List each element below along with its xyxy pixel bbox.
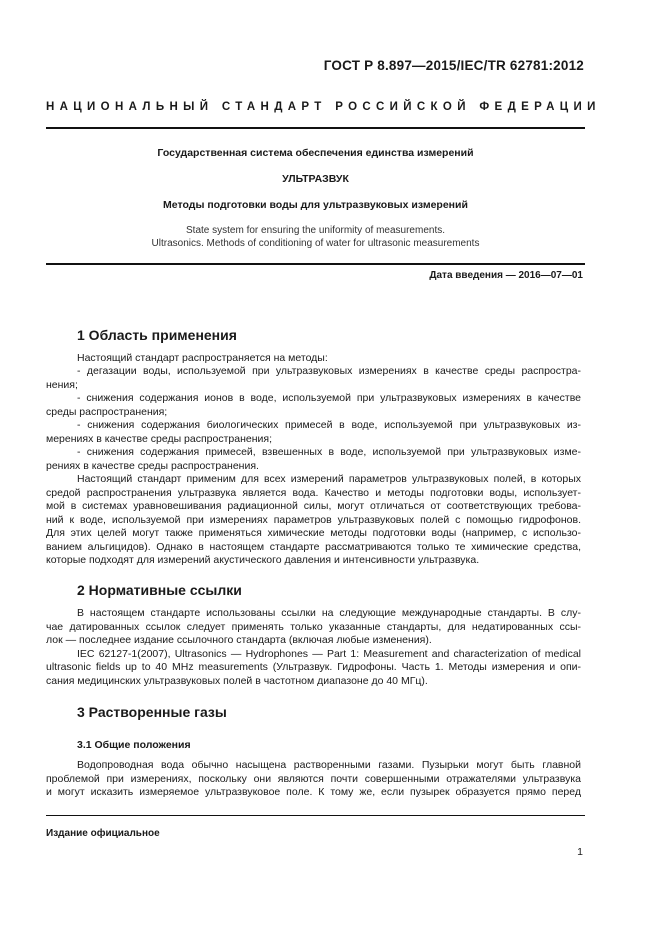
methods-title: Методы подготовки воды для ультразвуковых измерений: [163, 199, 468, 211]
paragraph-line: ванием альгицидов). Однако в настоящем стандарте рассматриваются только те химические средства,: [46, 541, 581, 553]
paragraph-line: рениях в качестве среды распространения.: [46, 460, 259, 472]
paragraph-line: Для этих целей могут также применяться химические методы подготовки воды (например, с использо-: [46, 527, 581, 539]
paragraph-line: ний к воде, используемой при измерениях параметров ультразвуковых полей с помощью гидрофонов.: [46, 514, 581, 526]
title-rule: [46, 263, 585, 265]
paragraph-line: средой распространения ультразвука является вода. Качество и методы подготовки воды, использует-: [46, 487, 581, 499]
page-number: 1: [577, 846, 583, 858]
paragraph-line: ultrasonic fields up to 40 MHz measurements (Ультразвук. Гидрофоны. Часть 1. Методы измерения и опи-: [46, 661, 581, 673]
document-code: ГОСТ Р 8.897—2015/IEC/TR 62781:2012: [323, 58, 584, 73]
paragraph-line: - снижения содержания биологических примесей в воде, используемой при ультразвуковых из-: [77, 419, 581, 431]
paragraph-line: проблемой при измерениях, поскольку они являются почти совершенными отражателями ультразвука: [46, 773, 581, 785]
paragraph-line: мой в системах уравновешивания радиационной силы, могут отличаться от соответствующих требова-: [46, 500, 581, 512]
paragraph-line: Настоящий стандарт применим для всех измерений параметров ультразвуковых полей, в которых: [77, 473, 581, 485]
national-standard-banner: НАЦИОНАЛЬНЫЙ СТАНДАРТ РОССИЙСКОЙ ФЕДЕРАЦИИ: [46, 101, 601, 113]
section-3-heading: 3 Растворенные газы: [77, 704, 227, 720]
header-rule: [46, 127, 585, 129]
paragraph-line: и могут исказить измеряемое ультразвуковое поле. К тому же, если пузырек образуется прямо перед: [46, 786, 581, 798]
paragraph-line: Водопроводная вода обычно насыщена растворенными газами. Пузырьки могут быть главной: [77, 759, 581, 771]
paragraph-line: среды распространения;: [46, 406, 168, 418]
effective-date: Дата введения — 2016—07—01: [429, 270, 583, 281]
paragraph-line: - снижения содержания ионов в воде, используемой при ультразвуковых измерениях в качестве: [77, 392, 581, 404]
paragraph-line: - дегазации воды, используемой при ультразвуковых измерениях в качестве среды распростра-: [77, 365, 581, 377]
official-edition-label: Издание официальное: [46, 828, 160, 839]
english-title-line-2: Ultrasonics. Methods of conditioning of water for ultrasonic measurements: [151, 238, 480, 249]
paragraph-line: IEC 62127-1(2007), Ultrasonics — Hydrophones — Part 1: Measurement and characterization of medical: [77, 648, 581, 660]
system-title: Государственная система обеспечения единства измерений: [157, 147, 474, 159]
paragraph-line: чае датированных ссылок следует применять только указанные стандарты, для недатированных ссы-: [46, 621, 581, 633]
paragraph-line: - снижения содержания примесей, взвешенных в воде, используемой при ультразвуковых изме-: [77, 446, 581, 458]
paragraph-line: В настоящем стандарте использованы ссылки на следующие международные стандарты. В слу-: [77, 607, 581, 619]
subject-title: УЛЬТРАЗВУК: [282, 173, 349, 185]
paragraph-line: мерениях в качестве среды распространения;: [46, 433, 272, 445]
paragraph-line: нения;: [46, 379, 78, 391]
paragraph-line: сания медицинских ультразвуковых полей в частотном диапазоне до 40 МГц).: [46, 675, 428, 687]
paragraph-line: которые подходят для измерений акустического давления и интенсивности ультразвука.: [46, 554, 480, 566]
footer-rule: [46, 815, 585, 816]
paragraph-line: лок — последнее издание ссылочного стандарта (включая любые изменения).: [46, 634, 432, 646]
section-2-heading: 2 Нормативные ссылки: [77, 582, 242, 598]
paragraph-line: Настоящий стандарт распространяется на методы:: [77, 352, 328, 364]
section-1-heading: 1 Область применения: [77, 327, 237, 343]
subsection-3-1-heading: 3.1 Общие положения: [77, 739, 191, 751]
english-title-line-1: State system for ensuring the uniformity of measurements.: [186, 225, 445, 236]
